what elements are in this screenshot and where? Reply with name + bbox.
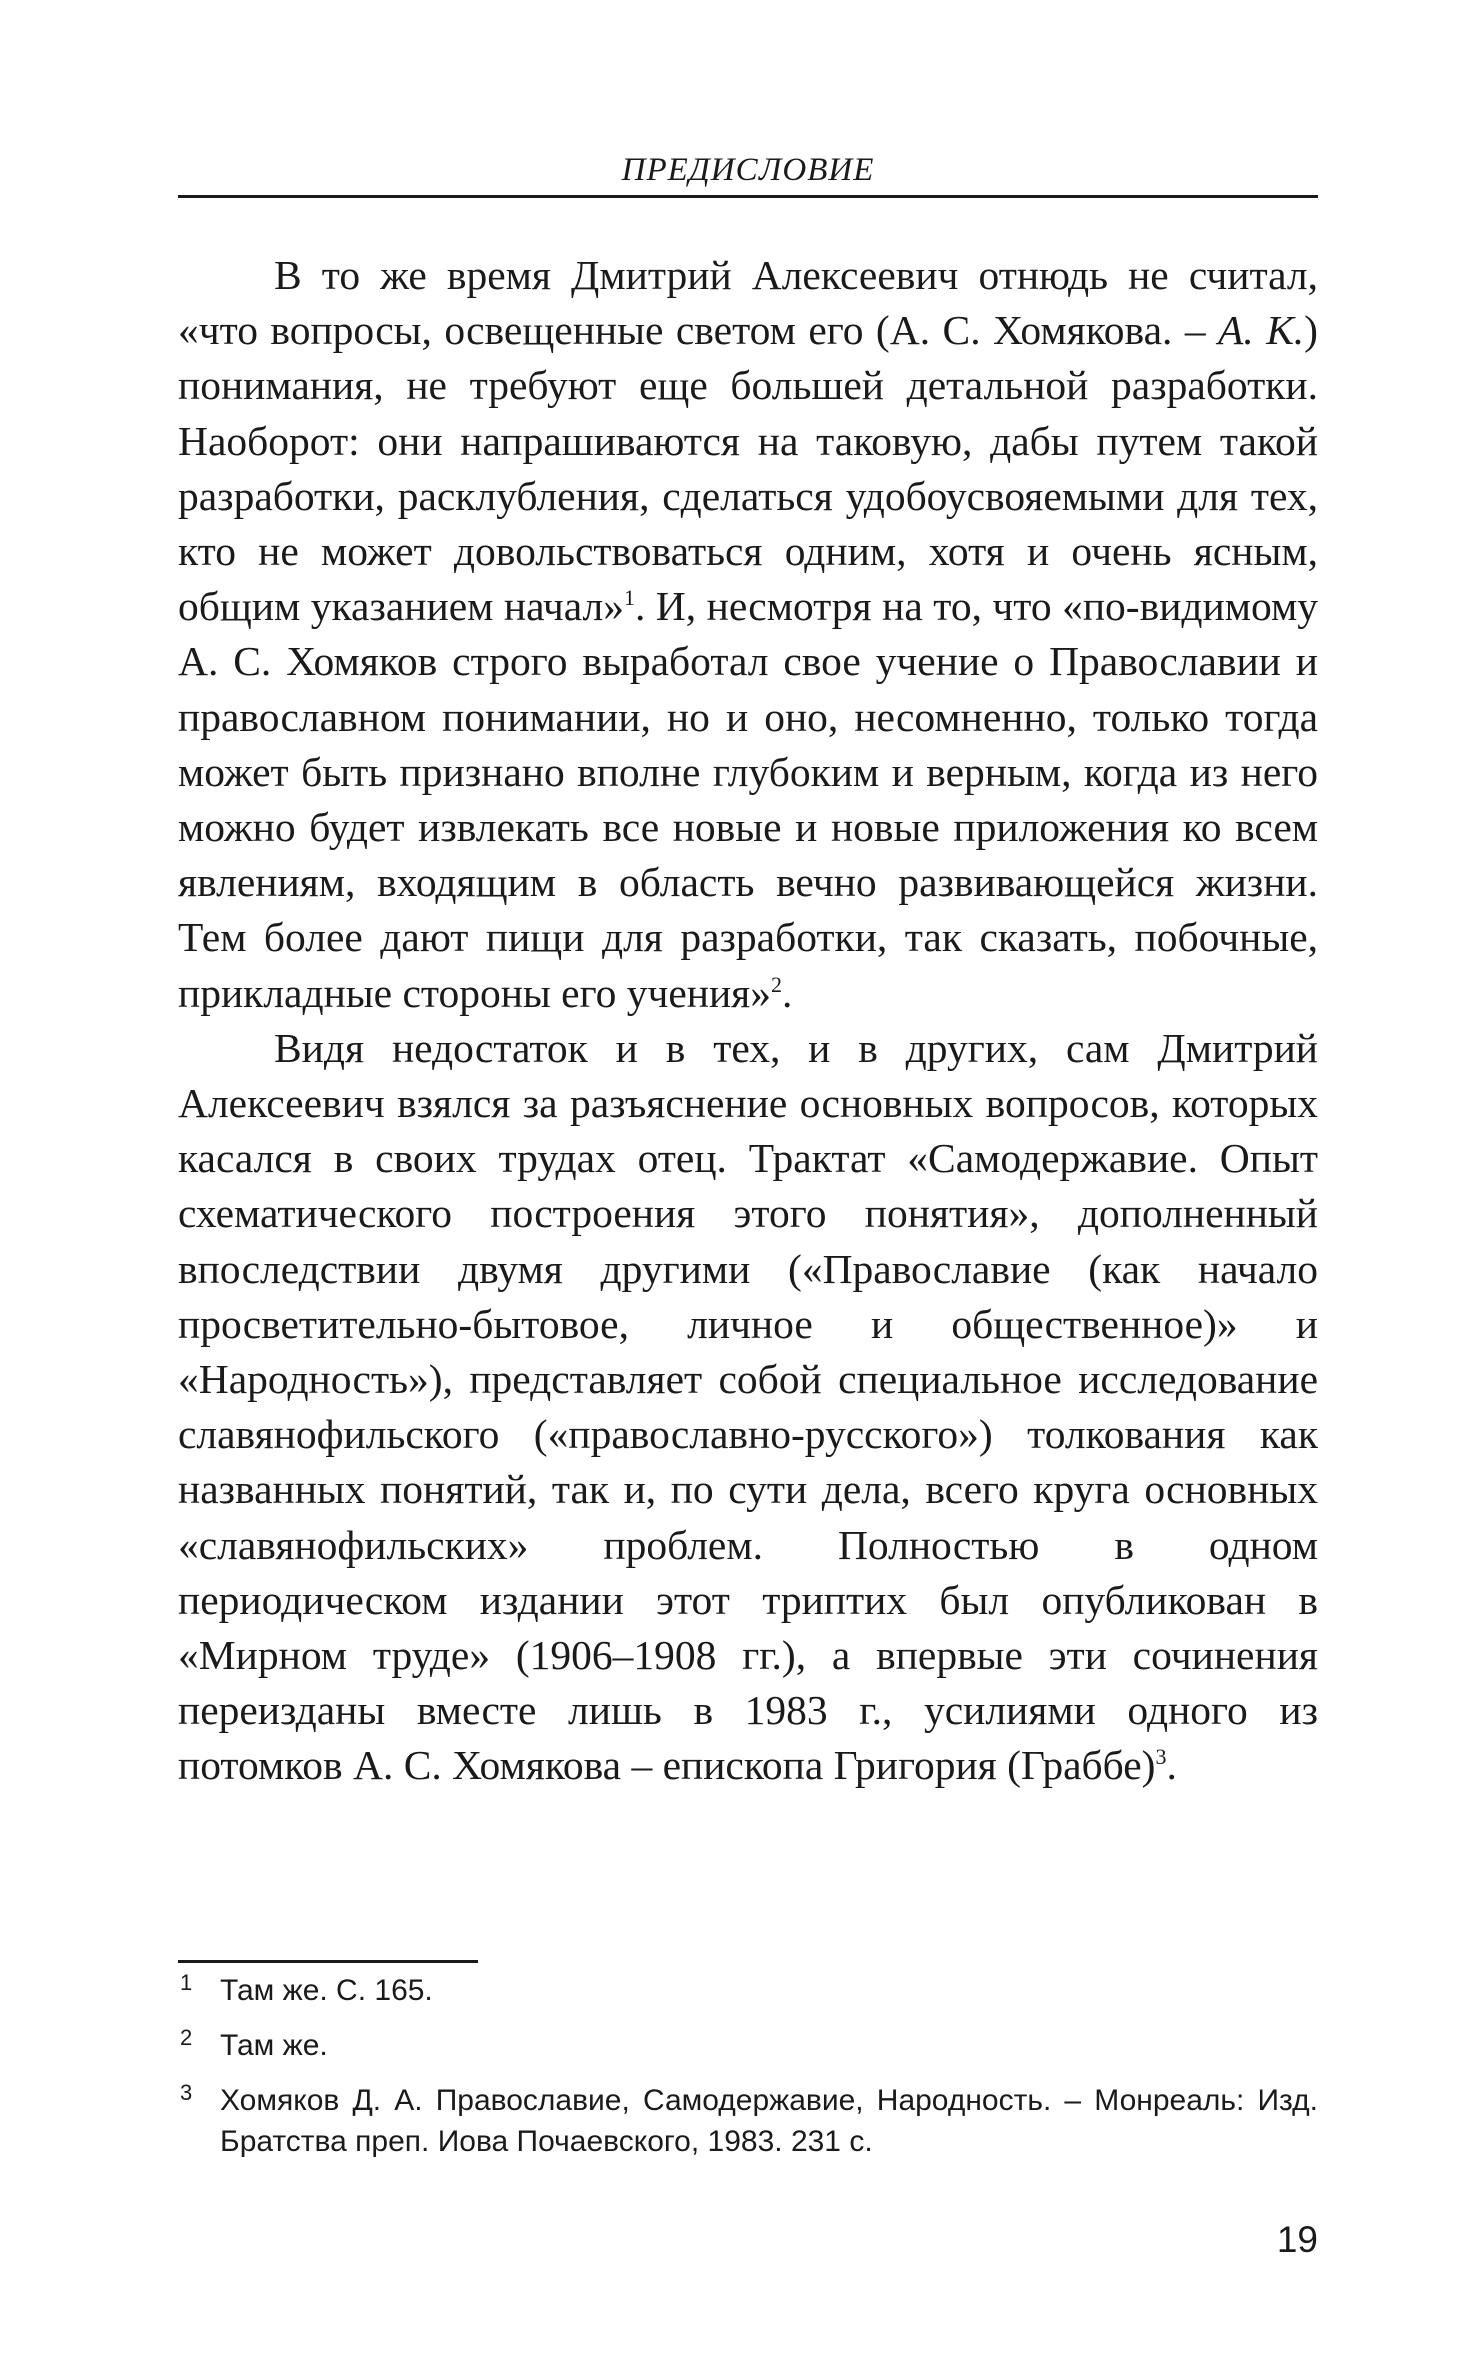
footnote-2-number: 2 (180, 2025, 193, 2050)
paragraph-2 (178, 1021, 1318, 1794)
footnote-rule (178, 1960, 478, 1963)
footnote-3-number: 3 (180, 2080, 193, 2105)
footnote-1 (178, 1970, 1318, 2011)
footnotes (178, 1970, 1318, 2176)
paragraph-1-text-d: . (782, 969, 793, 1016)
footnote-2-text: Там же. (220, 2029, 328, 2062)
author-initials: А. К. (1218, 307, 1305, 354)
main-text (178, 248, 1318, 1794)
paragraph-1-text-b: ) понимания, не требуют еще большей детальной разработки. Наоборот: они напрашиваются на таковую, дабы путем такой разработки, расклубления, сделаться удобоусвояемыми для тех, кто не может довольствоваться одним, хотя и очень ясным, общим указанием начал» (178, 307, 1318, 630)
footnote-1-text: Там же. С. 165. (220, 1974, 433, 2007)
footnote-2 (178, 2025, 1318, 2066)
paragraph-1 (178, 248, 1318, 1021)
paragraph-2-text-b: . (1166, 1742, 1177, 1789)
footnote-ref-3[interactable]: 3 (1155, 1744, 1167, 1770)
paragraph-2-text-a: Видя недостаток и в тех, и в других, сам Дмитрий Алексеевич взялся за разъяснение основных вопросов, которых касался в своих трудах отец. Трактат «Самодержавие. Опыт схематического построения этого понятия», дополненный впоследствии двумя другими («Православие (как начало просветительно-бытовое, личное и общественное)» и «Народность»), представляет собой специальное исследование славянофильского («православно-русского») толкования как названных понятий, так и, по сути дела, всего круга основных «славянофильских» проблем. Полностью в одном периодическом издании этот триптих был опубликован в «Мирном труде» (1906–1908 гг.), а впервые эти сочинения переизданы вместе лишь в 1983 г., усилиями одного из потомков А. С. Хомякова – епископа Григория (Граббе) (178, 1024, 1318, 1789)
running-header: ПРЕДИСЛОВИЕ (621, 152, 875, 188)
footnote-ref-1[interactable]: 1 (623, 585, 635, 611)
header-rule (178, 195, 1318, 198)
footnote-1-number: 1 (180, 1970, 193, 1995)
page-number: 19 (1276, 2219, 1318, 2260)
paragraph-1-text-a: В то же время Дмитрий Алексеевич отнюдь не считал, «что вопросы, освещенные светом его (А. С. Хомякова. – (178, 252, 1318, 354)
paragraph-1-text-c: . И, несмотря на то, что «по-видимому А. С. Хомяков строго выработал свое учение о Православии и православном понимании, но и оно, несомненно, только тогда может быть признано вполне глубоким и верным, когда из него можно будет извлекать все новые и новые приложения ко всем явлениям, входящим в область вечно развивающейся жизни. Тем более дают пищи для разработки, так сказать, побочные, прикладные стороны его учения» (178, 583, 1318, 1016)
footnote-ref-2[interactable]: 2 (771, 971, 783, 997)
footnote-3-text: Хомяков Д. А. Православие, Самодержавие, Народность. – Монреаль: Изд. Братства преп. Иова Почаевского, 1983. 231 с. (220, 2084, 1318, 2158)
footnote-3 (178, 2080, 1318, 2162)
